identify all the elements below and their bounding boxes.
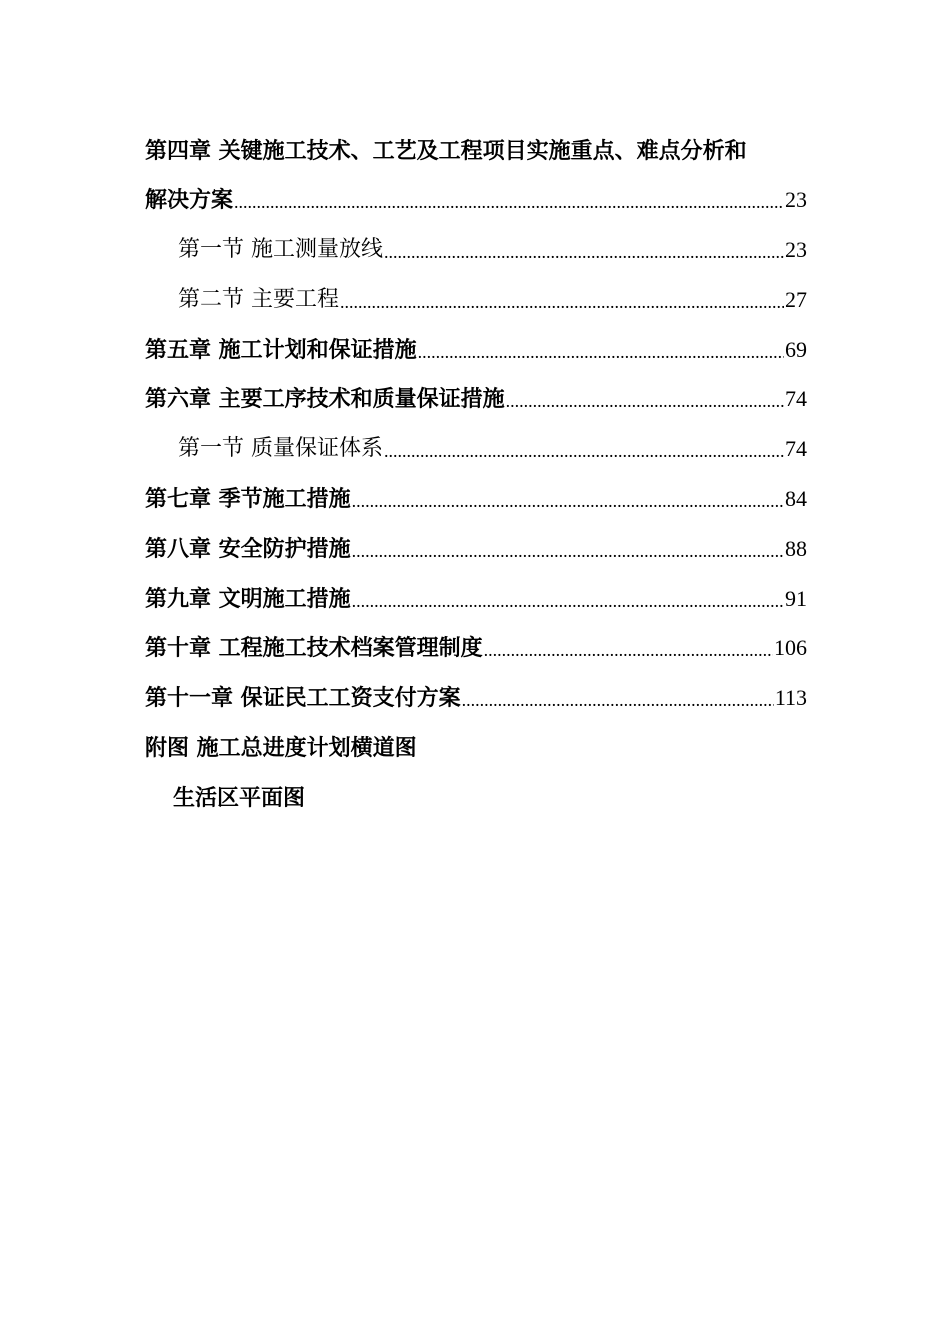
toc-entry-label: 第一节 施工测量放线 (178, 237, 383, 262)
toc-entry-page-number: 106 (774, 635, 807, 660)
toc-entry-page-number: 113 (774, 685, 807, 710)
dot-leader (352, 581, 784, 617)
dot-leader (234, 182, 784, 218)
toc-entry-label: 第十章 工程施工技术档案管理制度 (145, 635, 483, 661)
toc-entry-page-number: 74 (785, 386, 807, 411)
toc-entry-label: 第六章 主要工序技术和质量保证措施 (145, 386, 505, 412)
toc-entry-page-number: 23 (785, 187, 807, 212)
toc-entry-chapter[interactable] (145, 581, 807, 617)
toc-entry-label: 第九章 文明施工措施 (145, 586, 351, 612)
dot-leader (352, 531, 784, 567)
dot-leader (384, 431, 784, 467)
toc-entry-section[interactable] (178, 232, 807, 268)
toc-entry-chapter[interactable] (145, 680, 807, 716)
toc-entry-chapter-4[interactable] (145, 182, 807, 218)
toc-entry-page-number: 91 (785, 586, 807, 611)
toc-entry-label: 第七章 季节施工措施 (145, 486, 351, 512)
dot-leader (384, 232, 784, 268)
toc-entry-page-number: 69 (785, 337, 807, 362)
toc-entry-label: 第五章 施工计划和保证措施 (145, 337, 417, 363)
toc-entry-page-number: 27 (785, 287, 807, 312)
toc-entry-page-number: 74 (785, 436, 807, 461)
toc-entry-page-number: 84 (785, 486, 807, 511)
toc-entry-chapter[interactable] (145, 332, 807, 368)
toc-entry-section[interactable] (178, 431, 807, 467)
dot-leader (418, 332, 784, 368)
toc-entry-chapter[interactable] (145, 481, 807, 517)
toc-appendix-schedule-chart[interactable]: 附图 施工总进度计划横道图 (145, 735, 417, 761)
toc-entry-section[interactable] (178, 282, 807, 318)
toc-appendix-living-area-plan[interactable]: 生活区平面图 (173, 785, 306, 811)
dot-leader (506, 381, 784, 417)
toc-entry-label: 第十一章 保证民工工资支付方案 (145, 685, 461, 711)
toc-entry-chapter[interactable] (145, 630, 807, 666)
dot-leader (462, 680, 774, 716)
toc-entry-page-number: 88 (785, 536, 807, 561)
toc-entry-chapter[interactable] (145, 531, 807, 567)
dot-leader (340, 282, 784, 318)
dot-leader (352, 481, 784, 517)
toc-entry-label: 第二节 主要工程 (178, 287, 339, 312)
dot-leader (484, 630, 773, 666)
toc-entry-page-number: 23 (785, 237, 807, 262)
toc-entry-label: 第一节 质量保证体系 (178, 436, 383, 461)
toc-entry-label: 第八章 安全防护措施 (145, 536, 351, 562)
toc-entry-label: 解决方案 (145, 187, 234, 213)
toc-entry-chapter[interactable] (145, 381, 807, 417)
toc-chapter-4-title-line1: 第四章 关键施工技术、工艺及工程项目实施重点、难点分析和 (145, 138, 747, 164)
